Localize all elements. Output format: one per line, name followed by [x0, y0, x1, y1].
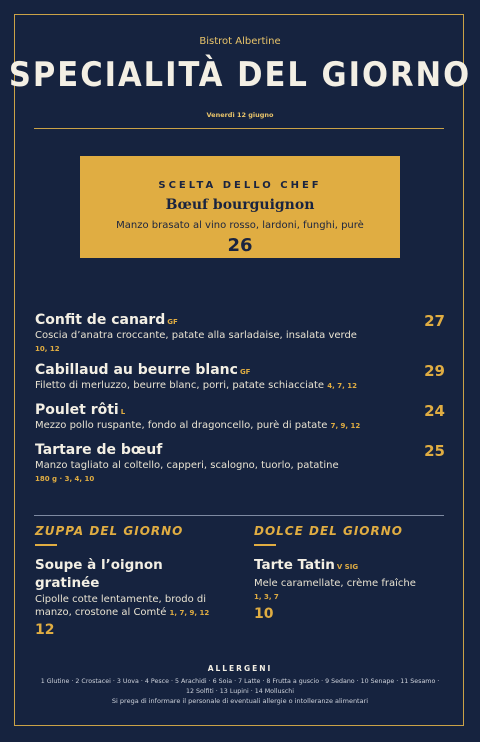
- dessert-allergens: 1, 3, 7: [254, 593, 279, 601]
- dish-tag: GF: [167, 318, 178, 326]
- dish-tag: L: [120, 408, 126, 416]
- soup-heading: ZUPPA DEL GIORNO: [35, 524, 184, 538]
- dessert-tag: V SIG: [336, 563, 359, 571]
- soup-description: Cipolle cotte lentamente, brodo di manzo, crostone al Comté 1, 7, 9, 12: [35, 594, 210, 618]
- dish-price: 29: [424, 362, 445, 380]
- dish-description: Mezzo pollo ruspante, fondo al dragoncello, purè di patate 7, 9, 12: [35, 420, 361, 431]
- dish-allergens: 4, 7, 12: [327, 382, 357, 390]
- page-title: SPECIALITÀ DEL GIORNO: [8, 55, 472, 95]
- dish-name: Poulet rôti: [35, 402, 119, 418]
- dish-description: Manzo tagliato al coltello, capperi, scalogno, tuorlo, patatine 180 g · 3, 4, 10: [35, 460, 339, 483]
- dish-item: [35, 362, 445, 393]
- dessert-heading-underline: [254, 544, 276, 546]
- chef-special-name: Bœuf bourguignon: [165, 197, 315, 213]
- dish-allergens: 10, 12: [35, 345, 60, 353]
- allergens-list: 1 Glutine · 2 Crostacei · 3 Uova · 4 Pesce · 5 Arachidi · 6 Soia · 7 Latte · 8 Frutta a guscio · 9 Sedano · 10 Senape · 11 Sesamo · 12 Solfiti · 13 Lupini · 14 Molluschi: [40, 678, 440, 695]
- soup-heading-underline: [35, 544, 57, 546]
- soup-name: Soupe à l’oignon gratinée: [35, 557, 163, 591]
- soup-allergens: 1, 7, 9, 12: [169, 609, 210, 617]
- dish-price: 27: [424, 312, 445, 330]
- dish-description: Coscia d’anatra croccante, patate alla sarladaise, insalata verde 10, 12: [35, 330, 357, 353]
- top-divider: [34, 128, 444, 129]
- dish-name: Confit de canard: [35, 312, 166, 328]
- dish-item: [35, 402, 445, 433]
- dish-name: Cabillaud au beurre blanc: [35, 362, 238, 378]
- menu-date: Venerdì 12 giugno: [206, 111, 274, 119]
- dish-allergens: 7, 9, 12: [330, 422, 361, 430]
- dish-price: 24: [424, 402, 445, 420]
- dish-item: [35, 312, 445, 356]
- restaurant-name: Bistrot Albertine: [199, 36, 281, 47]
- dish-description: Filetto di merluzzo, beurre blanc, porri, patate schiacciate 4, 7, 12: [35, 380, 357, 391]
- middle-divider: [34, 515, 444, 516]
- chef-special-description: Manzo brasato al vino rosso, lardoni, funghi, purè: [116, 220, 364, 231]
- chef-special-card: [80, 156, 400, 258]
- soup-section: [35, 524, 225, 638]
- allergens-title: ALLERGENI: [207, 664, 273, 673]
- dish-price: 25: [424, 442, 445, 460]
- dessert-description: Mele caramellate, crème fraîche 1, 3, 7: [254, 578, 416, 601]
- dish-tag: GF: [239, 368, 251, 376]
- dish-item: [35, 442, 445, 486]
- dessert-heading: DOLCE DEL GIORNO: [254, 524, 403, 538]
- dish-allergens: 180 g · 3, 4, 10: [35, 475, 95, 483]
- dessert-price: 10: [254, 606, 274, 622]
- dish-name: Tartare de bœuf: [35, 442, 163, 458]
- allergens-note: Si prega di informare il personale di eventuali allergie o intolleranze alimentari: [111, 697, 369, 705]
- dessert-section: [254, 524, 444, 622]
- chef-special-price: 26: [227, 235, 253, 256]
- soup-price: 12: [35, 622, 55, 638]
- chef-special-label: SCELTA DELLO CHEF: [158, 180, 322, 191]
- dessert-name: Tarte Tatin: [254, 557, 335, 573]
